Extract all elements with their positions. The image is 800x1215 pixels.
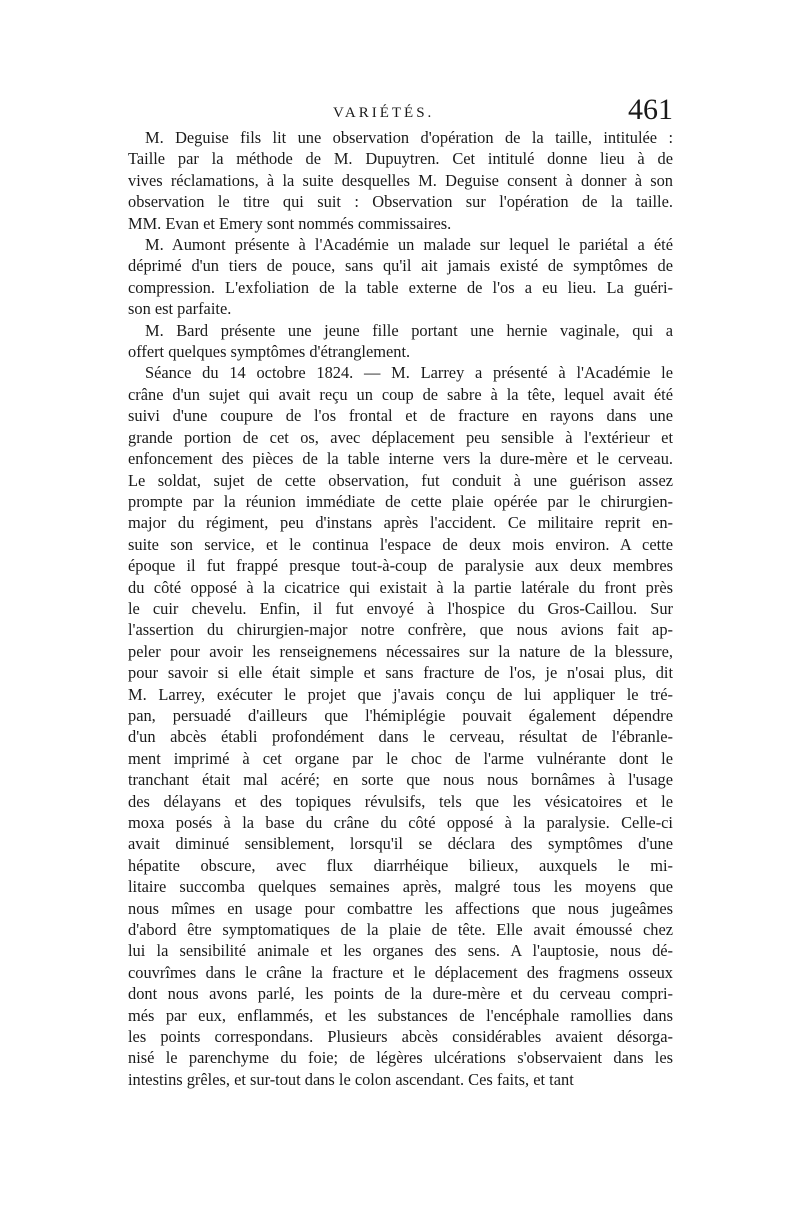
text-line: pour savoir si elle était simple et sans fracture de l'os, je n'osai plus, dit: [128, 663, 673, 683]
text-line: pan, persuadé d'ailleurs que l'hémiplégie pouvait également dépendre: [128, 705, 673, 725]
text-line: hépatite obscure, avec flux diarrhéique bilieux, auxquels le mi-: [128, 855, 673, 875]
text-line: dont nous avons parlé, les points de la dure-mère et du cerveau compri-: [128, 984, 673, 1004]
paragraph: [128, 320, 673, 363]
text-line: suite son service, et le continua l'espace de deux mois environ. A cette: [128, 534, 673, 554]
text-line: prompte par la réunion immédiate de cette plaie opérée par le chirurgien-: [128, 491, 673, 511]
text-line: major du régiment, peu d'instans après l'accident. Ce militaire reprit en-: [128, 513, 673, 533]
text-line: offert quelques symptômes d'étranglement.: [128, 342, 411, 362]
text-line: avait diminué sensiblement, lorsqu'il se déclara des symptômes d'une: [128, 834, 673, 854]
text-line: lui la sensibilité animale et les organes des sens. A l'auptosie, nous dé-: [128, 941, 673, 961]
page-number: 461: [628, 93, 673, 126]
text-line: M. Deguise fils lit une observation d'opération de la taille, intitulée :: [145, 128, 673, 147]
text-line: des délayans et des topiques révulsifs, tels que les vésicatoires et le: [128, 791, 673, 811]
text-line: suivi d'une coupure de l'os frontal et de fracture en rayons dans une: [128, 406, 673, 426]
text-line: du côté opposé à la cicatrice qui existait à la partie latérale du front près: [128, 577, 673, 597]
paragraph: [128, 127, 673, 234]
text-line: més par eux, enflammés, et les substances de l'encéphale ramollies dans: [128, 1005, 673, 1025]
text-line: M. Aumont présente à l'Académie un malade sur lequel le pariétal a été: [145, 235, 673, 255]
text-line: le cuir chevelu. Enfin, il fut envoyé à l'hospice du Gros-Caillou. Sur: [128, 598, 673, 618]
text-line: nous mîmes en usage pour combattre les affections que nous jugeâmes: [128, 898, 673, 918]
text-line: moxa posés à la base du crâne du côté opposé à la paralysie. Celle-ci: [128, 813, 673, 832]
paragraph: [128, 362, 673, 1090]
text-line: les points correspondans. Plusieurs abcès considérables avaient désorga-: [128, 1027, 673, 1047]
text-line: époque il fut frappé presque tout-à-coup de paralysie aux deux membres: [128, 556, 673, 576]
text-line: d'un abcès établi profondément dans le cerveau, résultat de l'ébranle-: [128, 727, 673, 747]
text-line: Le soldat, sujet de cette observation, fut conduit à une guérison assez: [128, 470, 673, 490]
body-text: [128, 127, 673, 1090]
text-line: vives réclamations, à la suite desquelles M. Deguise consent à donner à son: [128, 170, 673, 190]
text-line: enfoncement des pièces de la table interne vers la dure-mère et le cerveau.: [128, 449, 673, 469]
text-line: MM. Evan et Emery sont nommés commissaires.: [128, 213, 452, 233]
paragraph: [128, 234, 673, 320]
text-line: litaire succomba quelques semaines après, malgré tous les moyens que: [128, 877, 673, 897]
text-line: déprimé d'un tiers de pouce, sans qu'il ait jamais existé de symptômes de: [128, 256, 673, 276]
text-line: son est parfaite.: [128, 299, 232, 319]
text-line: nisé le parenchyme du foie; de légères ulcérations s'observaient dans les: [128, 1048, 673, 1068]
text-line: ment imprimé à cet organe par le choc de l'arme vulnérante dont le: [128, 748, 673, 768]
text-line: observation le titre qui suit : Observation sur l'opération de la taille.: [128, 192, 673, 212]
text-line: tranchant était mal acéré; en sorte que nous nous bornâmes à l'usage: [128, 770, 673, 790]
running-head: [128, 95, 673, 127]
text-line: couvrîmes dans le crâne la fracture et le déplacement des fragmens osseux: [128, 962, 673, 982]
text-line: M. Larrey, exécuter le projet que j'avais conçu de lui appliquer le tré-: [128, 684, 673, 704]
text-line: compression. L'exfoliation de la table externe de l'os a eu lieu. La guéri-: [128, 277, 673, 297]
text-line: M. Bard présente une jeune fille portant une hernie vaginale, qui a: [145, 320, 673, 340]
text-line: crâne d'un sujet qui avait reçu un coup de sabre à la tête, lequel avait été: [128, 384, 673, 404]
text-line: Taille par la méthode de M. Dupuytren. Cet intitulé donne lieu à de: [128, 149, 673, 169]
text-line: grande portion de cet os, avec déplacement peu sensible à l'extérieur et: [128, 427, 673, 447]
text-line: d'abord être symptomatiques de la plaie de tête. Elle avait émoussé chez: [128, 920, 673, 940]
text-line: Séance du 14 octobre 1824. — M. Larrey a présenté à l'Académie le: [145, 363, 673, 383]
text-line: intestins grêles, et sur-tout dans le colon ascendant. Ces faits, et tant: [128, 1069, 574, 1089]
text-line: l'assertion du chirurgien-major notre confrère, que nous avions fait ap-: [128, 620, 673, 640]
running-title: VARIÉTÉS.: [333, 105, 435, 121]
text-line: peler pour avoir les renseignemens nécessaires sur la nature de la blessure,: [128, 641, 673, 661]
